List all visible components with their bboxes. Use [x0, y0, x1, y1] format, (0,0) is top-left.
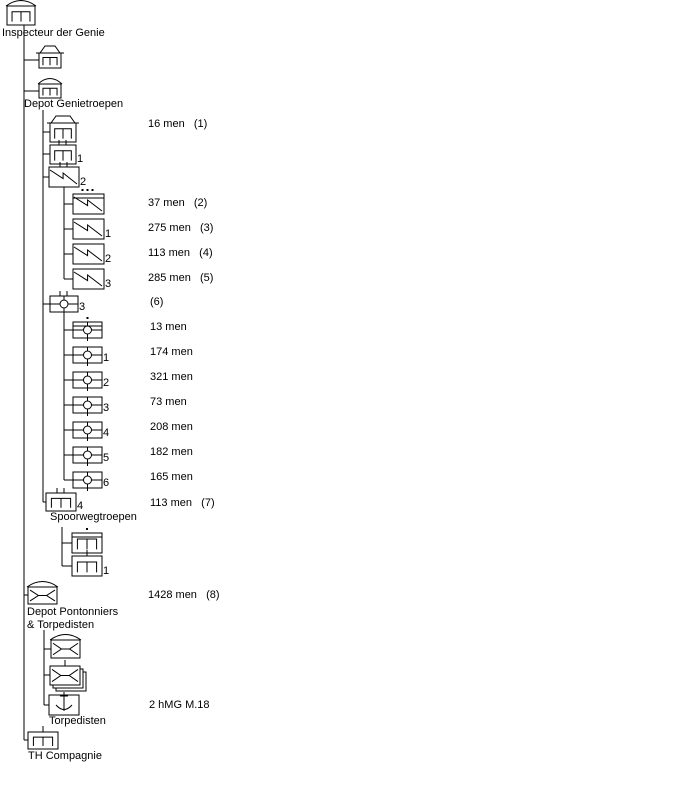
- org-node-pioneer-3: [73, 397, 102, 416]
- unit-number: 5: [103, 452, 110, 464]
- wheel-circle-icon: [84, 451, 92, 459]
- wheel-circle-icon: [84, 351, 92, 359]
- men-count: 37 men (2): [148, 197, 208, 209]
- org-node-th-compagnie: [28, 726, 58, 749]
- building-roof-icon: [27, 582, 58, 588]
- org-node-pioneer-group: [50, 291, 78, 315]
- org-node-pioneer-depot: [73, 317, 102, 341]
- org-node-genie-unit-1: [47, 116, 79, 142]
- unit-box: [73, 244, 104, 264]
- unit-number: 3: [105, 278, 112, 290]
- men-count: 2 hMG M.18: [149, 699, 210, 711]
- org-node-spoorwegtroepen: [46, 488, 76, 511]
- unit-number: 6: [103, 477, 110, 489]
- size-mark-dot: [86, 528, 88, 530]
- wheel-circle-icon: [84, 426, 92, 434]
- unit-label: Spoorwegtroepen: [50, 511, 137, 523]
- org-node-depot-genietroepen: [38, 79, 62, 99]
- men-count: 13 men: [150, 321, 187, 333]
- unit-label: Depot Genietroepen: [24, 98, 124, 110]
- men-count: 208 men: [150, 421, 193, 433]
- org-node-spoorweg-1: [72, 550, 102, 576]
- org-node-signals-3: [73, 269, 104, 289]
- unit-label: Depot Pontonniers: [27, 606, 119, 618]
- building-roof-icon: [50, 635, 81, 641]
- men-count: 113 men (4): [148, 247, 213, 259]
- unit-box: [73, 219, 104, 239]
- unit-number: 1: [105, 228, 112, 240]
- org-node-pontonniers-depot: [50, 635, 81, 659]
- unit-number: 4: [77, 500, 84, 512]
- unit-number: 3: [79, 301, 86, 313]
- wheel-circle-icon: [84, 401, 92, 409]
- unit-label: Torpedisten: [49, 715, 106, 727]
- wheel-circle-icon: [84, 476, 92, 484]
- org-node-signals-1: [73, 219, 104, 239]
- org-node-pioneer-5: [73, 447, 102, 466]
- unit-number: 2: [105, 253, 112, 265]
- unit-box: [73, 194, 104, 214]
- men-count: 1428 men (8): [148, 589, 220, 601]
- men-count: 165 men: [150, 471, 193, 483]
- unit-box: [73, 269, 104, 289]
- men-count: 73 men: [150, 396, 187, 408]
- unit-number: 2: [103, 377, 110, 389]
- men-count: 113 men (7): [150, 497, 215, 509]
- unit-number: 1: [103, 565, 110, 577]
- men-count: 174 men: [150, 346, 193, 358]
- unit-label: TH Compagnie: [28, 750, 102, 762]
- unit-number: 1: [77, 153, 84, 165]
- unit-box: [49, 167, 79, 187]
- wheel-circle-icon: [60, 300, 68, 308]
- org-node-pioneer-1: [73, 347, 102, 366]
- org-node-torpedisten: [49, 692, 79, 715]
- org-node-depot-pontonniers: [27, 582, 58, 605]
- men-count: (6): [150, 296, 164, 308]
- size-mark-dot: [92, 189, 94, 191]
- wheel-circle-icon: [84, 326, 92, 334]
- size-mark-dot: [82, 189, 84, 191]
- men-count: 16 men (1): [148, 118, 208, 130]
- men-count: 275 men (3): [148, 222, 214, 234]
- building-roof-icon: [40, 46, 60, 53]
- size-mark-dot: [87, 189, 89, 191]
- unit-number: 2: [80, 176, 87, 188]
- org-node-pontonniers-companies: [50, 660, 86, 691]
- unit-label: & Torpedisten: [27, 619, 95, 631]
- org-node-signals-group: [49, 162, 79, 187]
- unit-number: 3: [103, 402, 110, 414]
- org-node-pioneer-2: [73, 372, 102, 391]
- org-node-pioneer-4: [73, 422, 102, 441]
- org-node-inspecteur-der-genie: [6, 1, 36, 26]
- men-count: 182 men: [150, 446, 193, 458]
- org-node-genie-school: [36, 46, 64, 68]
- org-node-signals-depot: [73, 189, 104, 214]
- unit-number: 1: [103, 352, 110, 364]
- building-roof-icon: [6, 1, 36, 7]
- wheel-circle-icon: [84, 376, 92, 384]
- org-node-pioneer-6: [73, 472, 102, 491]
- building-roof-icon: [38, 79, 62, 85]
- men-count: 321 men: [150, 371, 193, 383]
- org-node-signals-2: [73, 244, 104, 264]
- men-count: 285 men (5): [148, 272, 214, 284]
- size-mark-dot: [87, 317, 89, 319]
- unit-number: 4: [103, 427, 110, 439]
- org-node-genie-unit-2: [50, 140, 76, 164]
- unit-label: Inspecteur der Genie: [2, 27, 105, 39]
- building-roof-icon: [51, 116, 75, 123]
- org-node-spoorweg-depot: [72, 528, 102, 553]
